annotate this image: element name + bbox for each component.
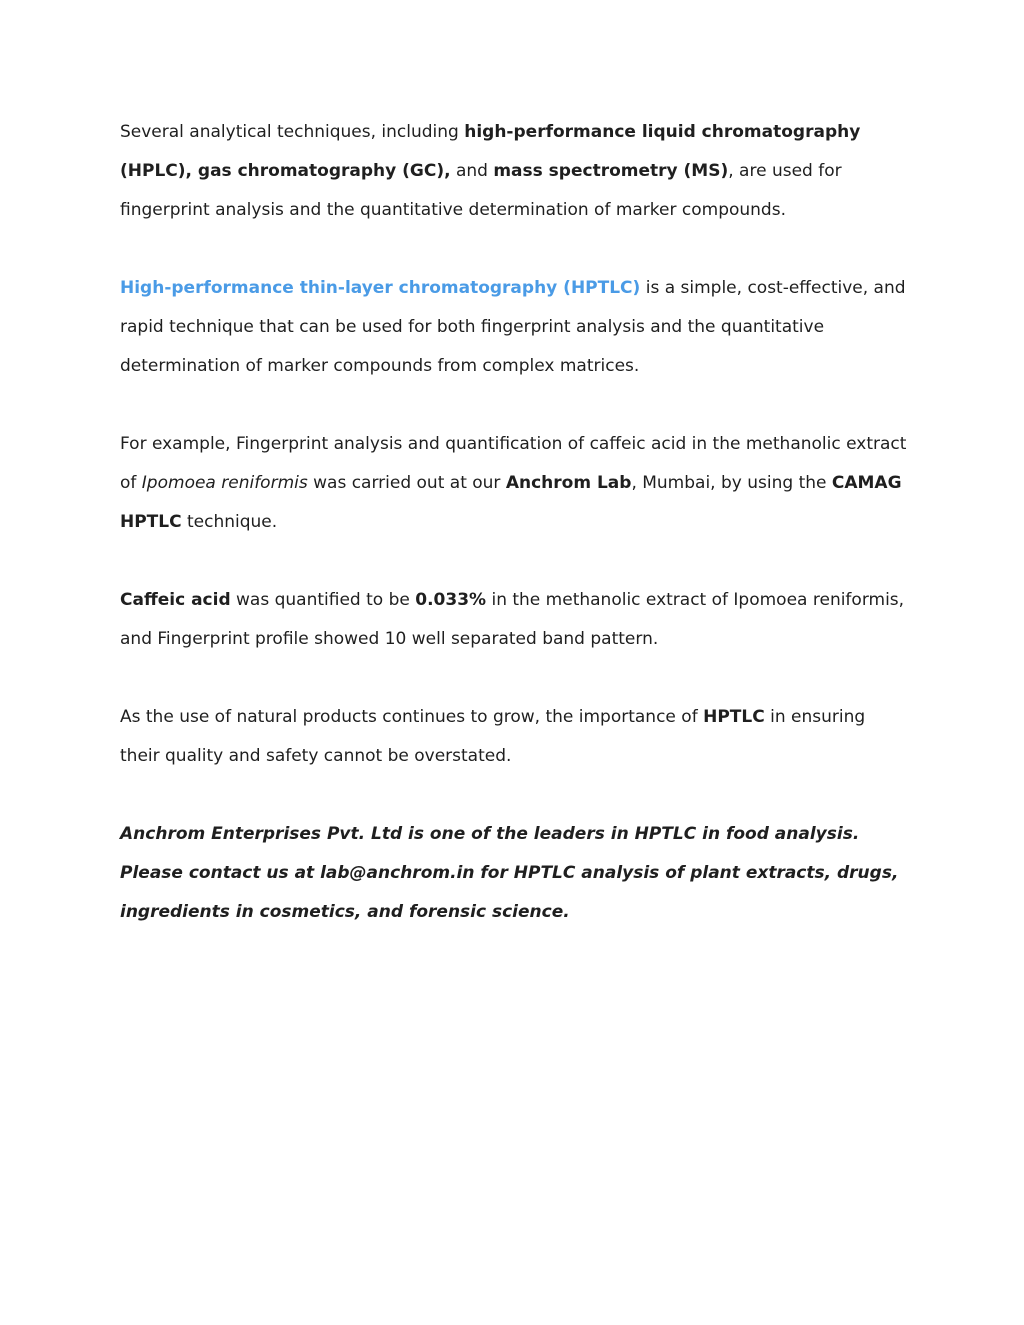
paragraph-contact: Anchrom Enterprises Pvt. Ltd is one of the leaders in HPTLC in food analysis. Please contact us at lab@anchrom.in for HPTLC analysis of plant extracts, drugs, ingredients in cosmetics, and forensic science. (120, 824, 899, 922)
text-run: was carried out at our (307, 473, 506, 493)
text-run: in the methanolic extract of Ipomoea reniformis, and Fingerprint profile showed 10 well separated band pattern. (120, 590, 905, 649)
bold-hptlc: HPTLC (703, 707, 765, 727)
bold-mass-spectrometry: mass spectrometry (MS) (493, 161, 729, 181)
bold-anchrom-lab: Anchrom Lab (505, 473, 632, 493)
paragraph-example (120, 425, 910, 542)
text-run: technique. (181, 512, 278, 532)
text-run: As the use of natural products continues to grow, the importance of (120, 707, 704, 727)
text-run: was quantified to be (230, 590, 416, 610)
paragraph-caffeic-acid-result (120, 581, 910, 659)
text-run: For example, Fingerprint analysis and quantification of caffeic acid in the methanolic extract of (120, 434, 907, 493)
bold-caffeic-acid: Caffeic acid (120, 590, 231, 610)
article-body (120, 113, 910, 971)
hptlc-link[interactable]: High-performance thin-layer chromatography (HPTLC) (120, 278, 641, 298)
bold-hplc-gc: high-performance liquid chromatography (HPLC), gas chromatography (GC), (120, 122, 861, 181)
bold-camag-hptlc: CAMAG HPTLC (120, 473, 902, 532)
paragraph-analytical-techniques (120, 113, 910, 230)
paragraph-importance (120, 698, 910, 776)
text-run: , Mumbai, by using the (631, 473, 832, 493)
bold-percentage: 0.033% (415, 590, 487, 610)
text-run: is a simple, cost-effective, and rapid technique that can be used for both fingerprint analysis and the quantitative determination of marker compounds from complex matrices. (120, 278, 906, 376)
italic-species-name: Ipomoea reniformis (141, 473, 308, 493)
text-run: in ensuring their quality and safety cannot be overstated. (120, 707, 866, 766)
text-run: and (450, 161, 494, 181)
text-run: Several analytical techniques, including (120, 122, 465, 142)
text-run: , are used for fingerprint analysis and the quantitative determination of marker compounds. (120, 161, 842, 220)
paragraph-hptlc-intro (120, 269, 910, 386)
